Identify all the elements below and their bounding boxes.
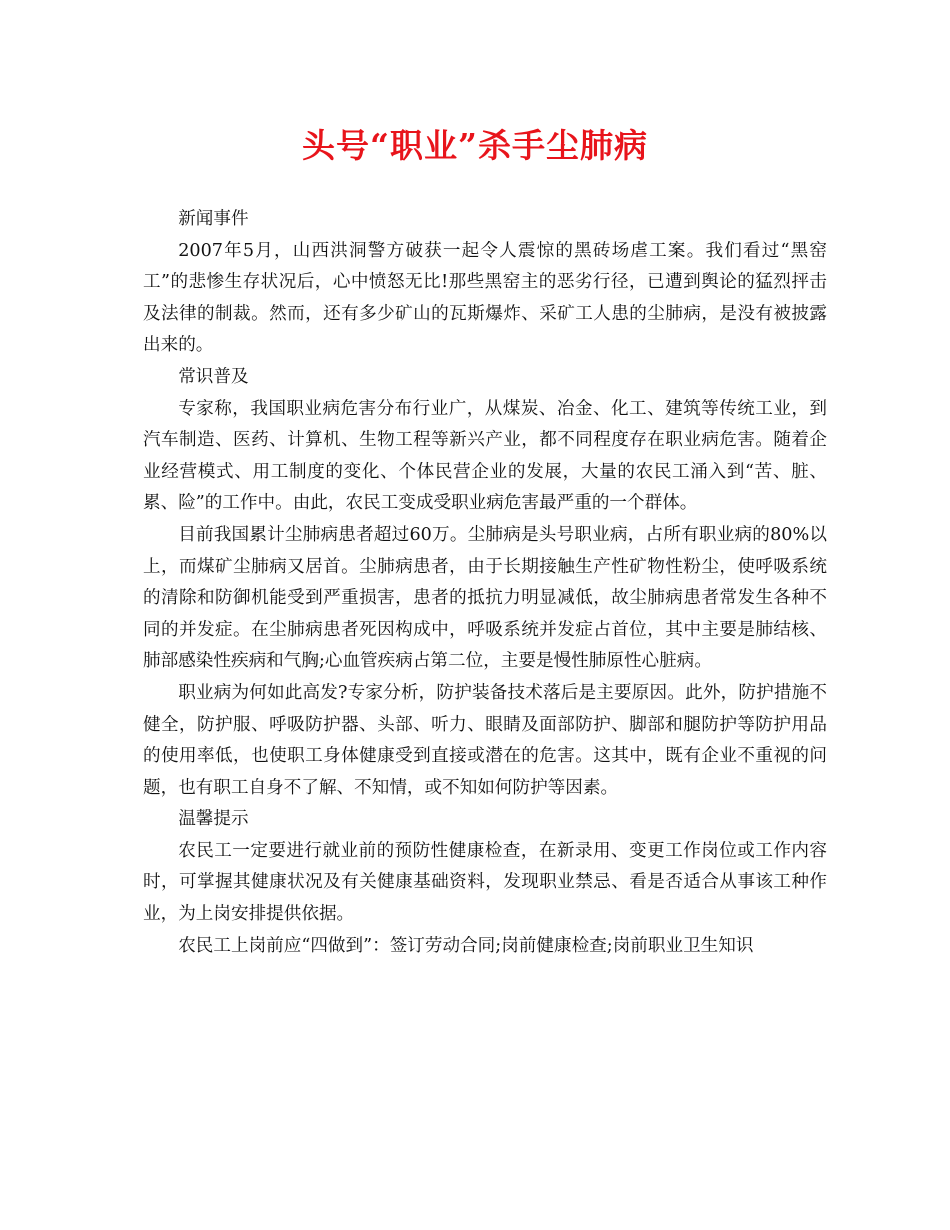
paragraph: 农民工上岗前应“四做到”：签订劳动合同;岗前健康检查;岗前职业卫生知识 (178, 935, 754, 956)
paragraph: 专家称，我国职业病危害分布行业广，从煤炭、冶金、化工、建筑等传统工业，到汽车制造、医药、计算机、生物工程等新兴产业，都不同程度存在职业病危害。随着企业经营模式、用工制度的变化、个体民营企业的发展，大量的农民工涌入到“苦、脏、累、险”的工作中。由此，农民工变成受职业病危害最严重的一个群体。 (143, 398, 827, 514)
paragraph: 2007年5月，山西洪洞警方破获一起令人震惊的黑砖场虐工案。我们看过“黑窑工”的悲惨生存状况后，心中愤怒无比!那些黑窑主的恶劣行径，已遭到舆论的猛烈抨击及法律的制裁。然而，还有多少矿山的瓦斯爆炸、采矿工人患的尘肺病，是没有被披露出来的。 (143, 240, 827, 356)
document-title: 头号“职业”杀手尘肺病 (302, 126, 648, 165)
section-heading-news: 新闻事件 (178, 209, 249, 229)
document-body (143, 204, 827, 962)
paragraph: 目前我国累计尘肺病患者超过60万。尘肺病是头号职业病，占所有职业病的80%以上，而煤矿尘肺病又居首。尘肺病患者，由于长期接触生产性矿物性粉尘，使呼吸系统的清除和防御机能受到严重损害，患者的抵抗力明显减低，故尘肺病患者常发生各种不同的并发症。在尘肺病患者死因构成中，呼吸系统并发症占首位，其中主要是肺结核、肺部感染性疾病和气胸;心血管疾病占第二位，主要是慢性肺原性心脏病。 (143, 524, 827, 672)
paragraph: 农民工一定要进行就业前的预防性健康检查，在新录用、变更工作岗位或工作内容时，可掌握其健康状况及有关健康基础资料，发现职业禁忌、看是否适合从事该工种作业，为上岗安排提供依据。 (143, 840, 827, 925)
section-heading-tips: 温馨提示 (178, 809, 249, 830)
paragraph: 职业病为何如此高发?专家分析，防护装备技术落后是主要原因。此外，防护措施不健全，防护服、呼吸防护器、头部、听力、眼睛及面部防护、脚部和腿防护等防护用品的使用率低，也使职工身体健康受到直接或潜在的危害。这其中，既有企业不重视的问题，也有职工自身不了解、不知情，或不知如何防护等因素。 (143, 682, 827, 798)
section-heading-knowledge: 常识普及 (178, 366, 249, 387)
